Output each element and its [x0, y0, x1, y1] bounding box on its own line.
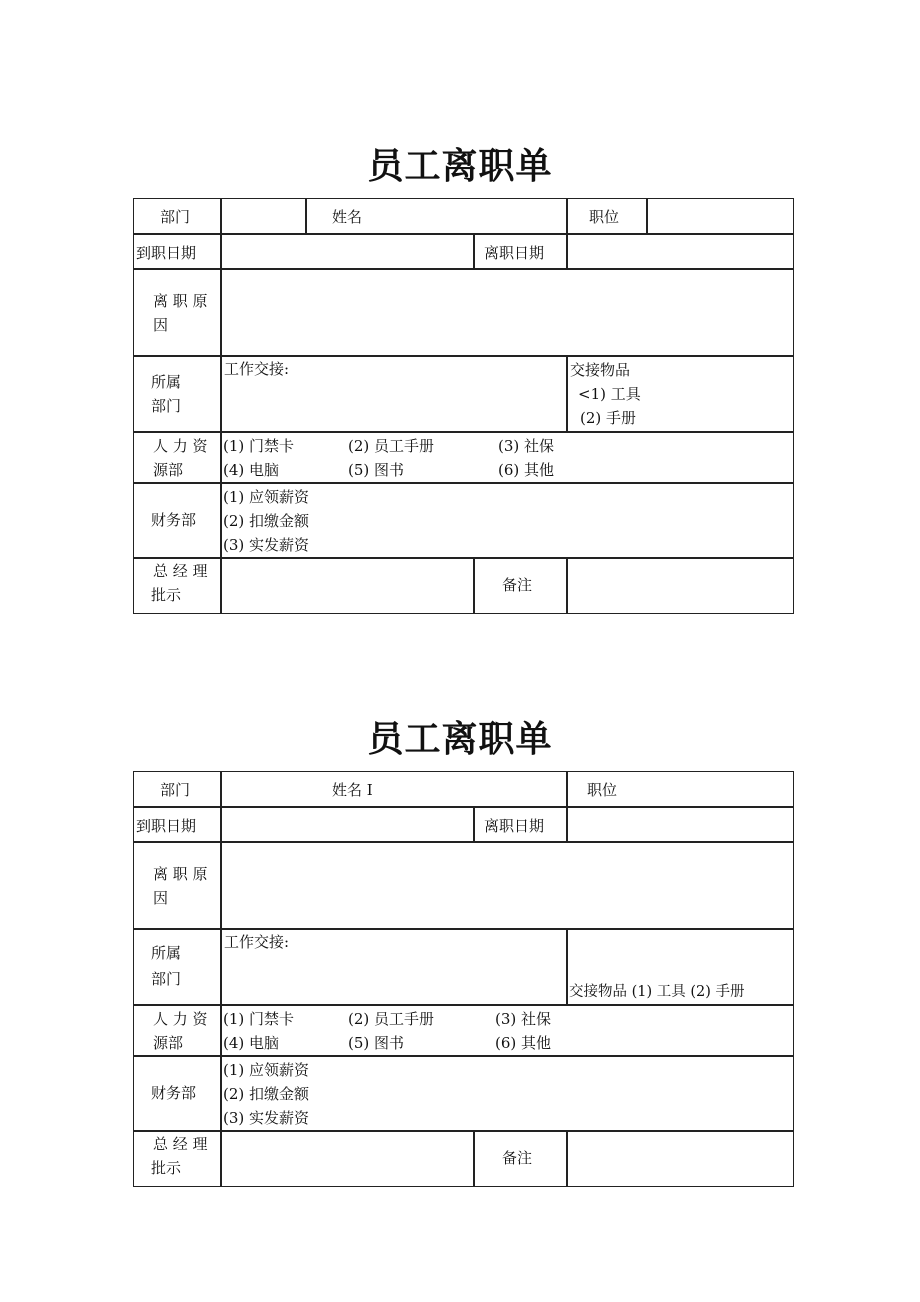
- form1-finance-item-1: (1) 应领薪资: [223, 488, 310, 506]
- form1-finance-label-cell: [133, 482, 222, 559]
- form2-reason-value[interactable]: [220, 841, 794, 930]
- form1-hr-item-6: (6) 其他: [498, 461, 555, 479]
- form1-finance-item-3: (3) 实发薪资: [223, 536, 310, 554]
- form1-leave-date-label: 离职日期: [484, 244, 545, 262]
- form2-hr-item-5: (5) 图书: [348, 1034, 405, 1052]
- form1-finance-label: 财务部: [151, 511, 197, 529]
- form2-finance-label: 财务部: [151, 1084, 197, 1102]
- form1-hr-items-cell[interactable]: [220, 431, 794, 484]
- form1-remark-label-cell: [473, 557, 568, 614]
- form2-belong-label-cell: [133, 928, 222, 1006]
- form1-remark-value[interactable]: [566, 557, 794, 614]
- form2-position-label: 职位: [587, 781, 618, 799]
- form1-hr-item-4: (4) 电脑: [223, 461, 280, 479]
- form2-hr-label-cell: [133, 1004, 222, 1057]
- form1-gm-label-2: 批示: [151, 586, 182, 604]
- form1-hr-item-3: (3) 社保: [498, 437, 555, 455]
- form2-reason-label-1: 离 职 原: [153, 865, 208, 883]
- form1-position-value[interactable]: [646, 198, 794, 235]
- form1-hr-label-2: 源部: [153, 461, 184, 479]
- form2-finance-item-1: (1) 应领薪资: [223, 1061, 310, 1079]
- form1-hr-item-1: (1) 门禁卡: [223, 437, 295, 455]
- form1-gm-label-cell: [133, 557, 222, 614]
- form1-items-tools: <1) 工具: [578, 385, 641, 403]
- form1-leave-date-label-cell: [473, 233, 568, 270]
- form1-items-manual: (2) 手册: [580, 409, 637, 427]
- form1-belong-label-2: 部门: [151, 397, 182, 415]
- form2-finance-label-cell: [133, 1055, 222, 1132]
- form2-hr-items-cell[interactable]: [220, 1004, 794, 1057]
- form1-hr-item-5: (5) 图书: [348, 461, 405, 479]
- form2-remark-value[interactable]: [566, 1130, 794, 1187]
- form1-hr-item-2: (2) 员工手册: [348, 437, 435, 455]
- form2-position-cell[interactable]: [566, 771, 794, 808]
- form2-belong-label-1: 所属: [151, 944, 182, 962]
- form2-join-date-label-cell: [133, 806, 222, 843]
- form1-work-handover-cell[interactable]: [220, 355, 568, 433]
- form2-hr-item-2: (2) 员工手册: [348, 1010, 435, 1028]
- form1-position-label: 职位: [589, 208, 620, 226]
- form2-items-label: 交接物品 (1) 工具 (2) 手册: [569, 984, 745, 1000]
- form2-join-date-value[interactable]: [220, 806, 475, 843]
- form2-hr-item-1: (1) 门禁卡: [223, 1010, 295, 1028]
- form1-join-date-label-cell: [133, 233, 222, 270]
- form1-dept-value[interactable]: [220, 198, 307, 235]
- form1-title: 员工离职单: [367, 146, 553, 187]
- form1-reason-label-2: 因: [153, 316, 169, 334]
- form2-dept-label: 部门: [160, 781, 191, 799]
- form1-leave-date-value[interactable]: [566, 233, 794, 270]
- form2-gm-value[interactable]: [220, 1130, 475, 1187]
- form1-reason-value[interactable]: [220, 268, 794, 357]
- form2-reason-label-2: 因: [153, 889, 169, 907]
- form2-leave-date-label: 离职日期: [484, 817, 545, 835]
- form2-items-cell[interactable]: [566, 928, 794, 1006]
- form1-join-date-label: 到职日期: [136, 244, 197, 262]
- form1-position-label-cell: [566, 198, 648, 235]
- form2-reason-label-cell: [133, 841, 222, 930]
- form2-hr-item-6: (6) 其他: [495, 1034, 552, 1052]
- form1-dept-label: 部门: [160, 208, 191, 226]
- form1-hr-label-1: 人 力 资: [153, 437, 208, 455]
- form2-remark-label-cell: [473, 1130, 568, 1187]
- form2-hr-item-3: (3) 社保: [495, 1010, 552, 1028]
- form1-join-date-value[interactable]: [220, 233, 475, 270]
- form2-leave-date-label-cell: [473, 806, 568, 843]
- form2-join-date-label: 到职日期: [136, 817, 197, 835]
- form1-finance-items-cell[interactable]: [220, 482, 794, 559]
- form2-gm-label-cell: [133, 1130, 222, 1187]
- form1-work-handover-label: 工作交接:: [224, 360, 290, 378]
- form1-belong-label-1: 所属: [151, 373, 182, 391]
- form2-hr-label-1: 人 力 资: [153, 1010, 208, 1028]
- form1-belong-label-cell: [133, 355, 222, 433]
- form1-reason-label-1: 离 职 原: [153, 292, 208, 310]
- form2-finance-item-3: (3) 实发薪资: [223, 1109, 310, 1127]
- form2-finance-item-2: (2) 扣缴金额: [223, 1085, 310, 1103]
- form2-hr-label-2: 源部: [153, 1034, 184, 1052]
- form1-items-cell[interactable]: [566, 355, 794, 433]
- form1-dept-label-cell: [133, 198, 222, 235]
- form2-hr-item-4: (4) 电脑: [223, 1034, 280, 1052]
- form1-name-label: 姓名: [332, 208, 363, 226]
- form2-finance-items-cell[interactable]: [220, 1055, 794, 1132]
- form2-remark-label: 备注: [502, 1149, 533, 1167]
- form2-work-handover-label: 工作交接:: [224, 933, 290, 951]
- form1-items-label: 交接物品: [570, 361, 631, 379]
- form1-name-cell[interactable]: [305, 198, 568, 235]
- form1-gm-value[interactable]: [220, 557, 475, 614]
- form2-gm-label-2: 批示: [151, 1159, 182, 1177]
- form2-title: 员工离职单: [367, 719, 553, 760]
- form2-work-handover-cell[interactable]: [220, 928, 568, 1006]
- form1-remark-label: 备注: [502, 576, 533, 594]
- form2-name-label: 姓名 I: [332, 781, 373, 799]
- form2-belong-label-2: 部门: [151, 970, 182, 988]
- form2-leave-date-value[interactable]: [566, 806, 794, 843]
- form1-gm-label-1: 总 经 理: [153, 562, 208, 580]
- form2-dept-label-cell: [133, 771, 222, 808]
- form2-name-cell[interactable]: [220, 771, 568, 808]
- form1-reason-label-cell: [133, 268, 222, 357]
- form1-finance-item-2: (2) 扣缴金额: [223, 512, 310, 530]
- form2-gm-label-1: 总 经 理: [153, 1135, 208, 1153]
- form1-hr-label-cell: [133, 431, 222, 484]
